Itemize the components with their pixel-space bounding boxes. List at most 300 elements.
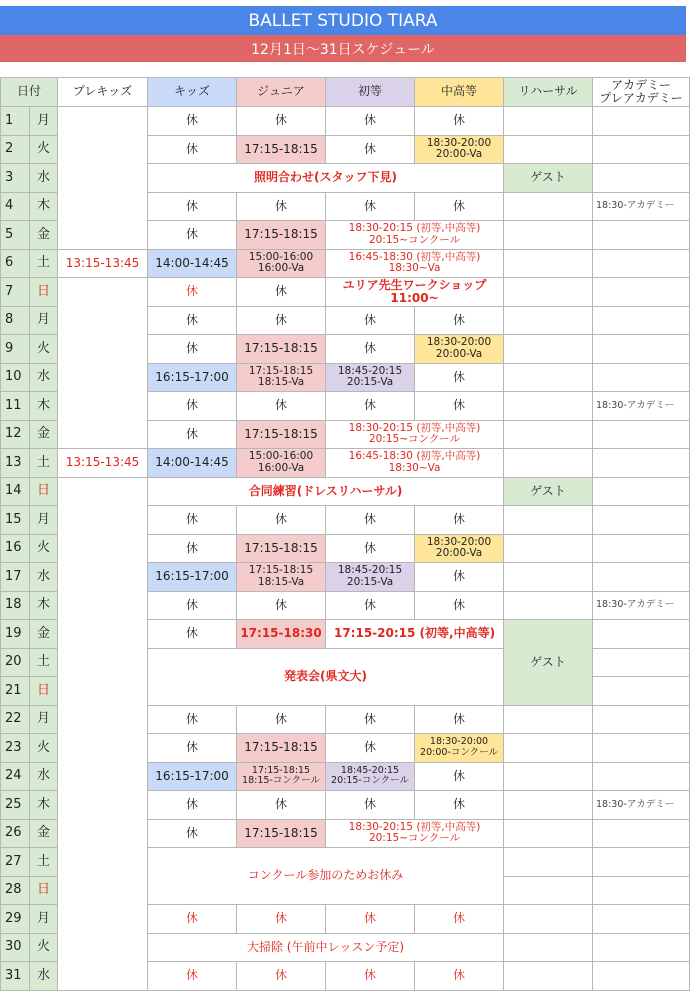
schedule-text: 休 [186,426,199,441]
empty-cell [593,933,690,962]
schedule-text: 17:15-18:15 [244,227,318,242]
day-of-week: 月 [30,506,58,535]
empty-cell [504,762,593,791]
empty-cell [593,848,690,877]
schedule-cell [148,306,237,335]
schedule-text: 休 [364,312,377,327]
schedule-cell [326,278,504,307]
schedule-cell [237,107,326,136]
schedule-text: 17:15-18:15 [248,364,314,377]
day-number: 9 [1,335,30,364]
day-of-week: 金 [30,221,58,250]
prekids-cell: 13:15-13:45 [58,249,148,278]
empty-cell [593,677,690,706]
schedule-text: 15:00-16:00 [248,250,314,263]
schedule-text: 18:30-アカデミー [596,200,675,212]
schedule-cell [326,135,415,164]
schedule-cell [415,534,504,563]
schedule-subtitle: 12月1日〜31日スケジュール [0,35,686,62]
schedule-text: 発表会(県文大) [284,668,367,683]
schedule-text: 休 [275,911,288,926]
empty-cell [504,962,593,991]
schedule-text: 18:30-アカデミー [596,599,675,611]
schedule-cell [326,306,415,335]
schedule-text: 16:45-18:30 (初等,中高等) [348,450,481,463]
schedule-text: 休 [275,398,288,413]
day-row [1,477,690,506]
schedule-text: 16:15-17:00 [155,369,229,384]
day-number: 30 [1,933,30,962]
schedule-cell [237,135,326,164]
schedule-cell [237,819,326,848]
schedule-cell [326,449,504,478]
schedule-cell [593,591,690,620]
empty-cell [593,534,690,563]
schedule-cell [148,192,237,221]
day-of-week: 土 [30,648,58,677]
day-number: 12 [1,420,30,449]
schedule-text: 20:15-Va [346,376,394,389]
empty-cell [593,135,690,164]
schedule-text: 18:45-20:15 [340,764,400,776]
empty-cell [504,563,593,592]
schedule-cell [415,791,504,820]
day-number: 4 [1,192,30,221]
day-of-week: 金 [30,620,58,649]
schedule-text: 20:00-Va [435,148,483,161]
header-kids: キッズ [148,78,237,107]
schedule-cell [326,705,415,734]
schedule-text: 18:30-20:15 (初等,中高等) [348,820,481,833]
schedule-cell [148,363,237,392]
schedule-cell [504,620,593,706]
day-of-week: 水 [30,563,58,592]
empty-cell [504,791,593,820]
schedule-text: 休 [186,141,199,156]
day-number: 14 [1,477,30,506]
empty-cell [593,734,690,763]
schedule-text: 16:00-Va [257,262,305,275]
empty-cell [504,363,593,392]
empty-cell [593,762,690,791]
day-number: 21 [1,677,30,706]
schedule-cell [326,335,415,364]
schedule-text: 20:00-コンクール [420,746,498,758]
schedule-text: 休 [364,113,377,128]
schedule-cell [237,249,326,278]
empty-cell [593,962,690,991]
empty-cell [593,705,690,734]
schedule-cell [148,107,237,136]
schedule-cell [326,420,504,449]
schedule-text: 18:30-アカデミー [596,399,675,411]
schedule-text: 休 [275,198,288,213]
schedule-text: 休 [275,968,288,983]
empty-cell [504,591,593,620]
day-number: 31 [1,962,30,991]
schedule-text: 18:30-20:00 [426,535,492,548]
schedule-cell [148,249,237,278]
schedule-text: 14:00-14:45 [155,255,229,270]
day-number: 7 [1,278,30,307]
day-of-week: 火 [30,933,58,962]
schedule-text: 休 [275,284,288,299]
day-number: 28 [1,876,30,905]
schedule-cell [326,905,415,934]
schedule-text: 20:00-Va [435,547,483,560]
empty-cell [593,477,690,506]
schedule-text: 休 [186,341,199,356]
empty-cell [593,905,690,934]
schedule-text: 休 [453,711,466,726]
schedule-cell [148,477,504,506]
schedule-cell [326,506,415,535]
schedule-text: 休 [453,398,466,413]
schedule-text: 休 [453,369,466,384]
schedule-text: 20:15~コンクール [368,233,461,246]
schedule-cell [148,620,237,649]
empty-cell [593,107,690,136]
schedule-text: 17:15-18:15 [244,341,318,356]
empty-cell [504,848,593,877]
schedule-cell [237,705,326,734]
schedule-cell [148,762,237,791]
prekids-cell [58,107,148,250]
header-academy-line2: プレアカデミー [599,91,683,105]
day-of-week: 木 [30,392,58,421]
schedule-text: 休 [364,341,377,356]
day-of-week: 火 [30,335,58,364]
schedule-text: 休 [453,597,466,612]
day-of-week: 金 [30,819,58,848]
schedule-cell [415,734,504,763]
schedule-text: ゲスト [530,170,566,185]
schedule-cell [148,221,237,250]
schedule-text: 休 [453,113,466,128]
day-row [1,107,690,136]
schedule-text: 17:15-18:15 [244,426,318,441]
schedule-text: 休 [186,597,199,612]
schedule-text: 休 [453,198,466,213]
day-of-week: 日 [30,677,58,706]
day-of-week: 木 [30,591,58,620]
schedule-cell [504,164,593,193]
schedule-text: 18:45-20:15 [337,364,403,377]
day-of-week: 水 [30,164,58,193]
schedule-cell [415,705,504,734]
schedule-cell [326,620,504,649]
empty-cell [593,278,690,307]
schedule-text: 20:00-Va [435,347,483,360]
schedule-text: 16:45-18:30 (初等,中高等) [348,250,481,263]
schedule-text: 休 [453,768,466,783]
day-of-week: 月 [30,705,58,734]
schedule-text: 18:30-20:15 (初等,中高等) [348,222,481,235]
schedule-cell [415,335,504,364]
empty-cell [504,819,593,848]
schedule-cell [593,791,690,820]
schedule-text: 照明合わせ(スタッフ下見) [254,170,397,185]
empty-cell [504,734,593,763]
schedule-cell [237,534,326,563]
empty-cell [504,192,593,221]
schedule-cell [237,791,326,820]
schedule-cell [326,962,415,991]
day-number: 1 [1,107,30,136]
day-number: 18 [1,591,30,620]
empty-cell [504,534,593,563]
day-number: 26 [1,819,30,848]
schedule-cell [415,563,504,592]
schedule-text: 18:30-20:00 [426,136,492,149]
day-number: 22 [1,705,30,734]
schedule-cell [237,506,326,535]
schedule-cell [415,392,504,421]
schedule-text: 17:15-18:15 [244,540,318,555]
day-number: 15 [1,506,30,535]
schedule-text: 休 [453,911,466,926]
schedule-cell [415,192,504,221]
schedule-text: 休 [275,597,288,612]
schedule-text: 17:15-18:15 [244,740,318,755]
empty-cell [593,620,690,649]
day-number: 24 [1,762,30,791]
schedule-cell [237,449,326,478]
schedule-text: 18:30-アカデミー [596,798,675,810]
day-number: 5 [1,221,30,250]
schedule-text: 休 [364,968,377,983]
schedule-cell [237,734,326,763]
empty-cell [504,306,593,335]
empty-cell [593,506,690,535]
schedule-text: 休 [453,797,466,812]
day-row [1,249,690,278]
day-number: 10 [1,363,30,392]
day-number: 20 [1,648,30,677]
schedule-text: 15:00-16:00 [248,450,314,463]
schedule-text: 休 [453,968,466,983]
schedule-cell [148,392,237,421]
schedule-text: 18:30~Va [388,262,441,275]
header-date: 日付 [1,78,58,107]
schedule-text: 17:15-18:15 [244,141,318,156]
schedule-cell [415,905,504,934]
schedule-cell [237,335,326,364]
schedule-cell [326,221,504,250]
schedule-text: 休 [364,198,377,213]
schedule-cell [326,392,415,421]
empty-cell [504,278,593,307]
schedule-cell [148,335,237,364]
day-of-week: 木 [30,791,58,820]
day-row [1,278,690,307]
day-number: 13 [1,449,30,478]
day-number: 29 [1,905,30,934]
schedule-text: 18:30-20:00 [429,736,489,748]
schedule-cell [148,164,504,193]
schedule-cell [148,648,504,705]
empty-cell [504,705,593,734]
day-of-week: 水 [30,363,58,392]
schedule-text: 休 [275,512,288,527]
schedule-text: 休 [186,911,199,926]
schedule-cell [237,392,326,421]
day-number: 3 [1,164,30,193]
day-of-week: 土 [30,249,58,278]
schedule-text: 休 [453,569,466,584]
day-number: 19 [1,620,30,649]
schedule-cell [237,363,326,392]
header-rehearsal: リハーサル [504,78,593,107]
schedule-text: 16:15-17:00 [155,768,229,783]
schedule-text: 16:15-17:00 [155,569,229,584]
day-of-week: 水 [30,762,58,791]
schedule-text: 休 [186,540,199,555]
schedule-cell [237,192,326,221]
schedule-text: 休 [453,512,466,527]
schedule-text: 20:15-Va [346,575,394,588]
schedule-text: 休 [186,398,199,413]
day-of-week: 土 [30,449,58,478]
schedule-text: 休 [186,198,199,213]
header-row [1,78,690,107]
schedule-text: 休 [275,113,288,128]
schedule-cell [326,192,415,221]
day-of-week: 日 [30,876,58,905]
day-row [1,449,690,478]
schedule-text: 休 [186,113,199,128]
schedule-text: 17:15-18:15 [248,564,314,577]
schedule-text: 18:15-Va [257,575,305,588]
empty-cell [593,648,690,677]
schedule-text: 大掃除 (午前中レッスン予定) [246,939,405,954]
day-number: 6 [1,249,30,278]
day-number: 25 [1,791,30,820]
empty-cell [504,506,593,535]
empty-cell [593,449,690,478]
schedule-text: 18:30-20:15 (初等,中高等) [348,421,481,434]
schedule-cell [237,221,326,250]
day-of-week: 月 [30,107,58,136]
schedule-cell [237,905,326,934]
schedule-cell [415,591,504,620]
day-number: 11 [1,392,30,421]
schedule-text: 休 [186,227,199,242]
schedule-cell [148,506,237,535]
day-of-week: 日 [30,278,58,307]
schedule-cell [593,192,690,221]
empty-cell [593,164,690,193]
empty-cell [504,905,593,934]
schedule-text: 20:15~コンクール [368,832,461,845]
schedule-text: 14:00-14:45 [155,455,229,470]
schedule-text: 17:15-18:15 [251,764,311,776]
schedule-text: 休 [453,312,466,327]
schedule-cell [415,135,504,164]
schedule-text: 休 [364,512,377,527]
day-number: 8 [1,306,30,335]
schedule-cell [237,278,326,307]
header-chukoto: 中高等 [415,78,504,107]
empty-cell [504,449,593,478]
schedule-text: 休 [186,740,199,755]
schedule-cell [326,762,415,791]
empty-cell [593,876,690,905]
schedule-text: 17:15-18:15 [244,825,318,840]
empty-cell [504,876,593,905]
empty-cell [593,363,690,392]
schedule-text: 休 [364,711,377,726]
schedule-cell [148,135,237,164]
schedule-text: 休 [364,398,377,413]
schedule-cell [237,591,326,620]
schedule-cell [415,107,504,136]
schedule-cell [237,563,326,592]
schedule-text: 休 [186,312,199,327]
day-number: 27 [1,848,30,877]
prekids-cell [58,278,148,449]
schedule-cell [593,392,690,421]
schedule-cell [326,107,415,136]
empty-cell [504,392,593,421]
day-number: 17 [1,563,30,592]
schedule-text: 休 [364,597,377,612]
schedule-cell [504,477,593,506]
schedule-cell [326,363,415,392]
schedule-text: 休 [364,797,377,812]
schedule-cell [148,705,237,734]
schedule-text: 18:30-20:00 [426,336,492,349]
schedule-text: 16:00-Va [257,461,305,474]
empty-cell [593,249,690,278]
empty-cell [593,563,690,592]
day-of-week: 火 [30,734,58,763]
schedule-text: 休 [364,141,377,156]
header-prekids: プレキッズ [58,78,148,107]
schedule-cell [148,933,504,962]
schedule-text: 17:15-20:15 (初等,中高等) [333,626,496,641]
schedule-cell [326,791,415,820]
empty-cell [593,420,690,449]
schedule-text: 休 [186,797,199,812]
schedule-cell [148,791,237,820]
prekids-cell [58,477,148,990]
schedule-text: 休 [275,711,288,726]
schedule-cell [326,534,415,563]
schedule-text: ゲスト [530,483,566,498]
schedule-cell [237,762,326,791]
schedule-text: 20:15~コンクール [368,433,461,446]
schedule-cell [326,734,415,763]
schedule-cell [148,848,504,905]
schedule-text: 休 [275,797,288,812]
day-of-week: 月 [30,306,58,335]
schedule-text: 休 [186,711,199,726]
day-of-week: 日 [30,477,58,506]
day-of-week: 火 [30,534,58,563]
schedule-text: 17:15-18:30 [240,626,322,641]
empty-cell [504,107,593,136]
empty-cell [504,249,593,278]
schedule-cell [415,962,504,991]
schedule-cell [148,449,237,478]
day-of-week: 月 [30,905,58,934]
schedule-text: ゲスト [530,654,566,669]
schedule-cell [326,819,504,848]
schedule-cell [415,762,504,791]
schedule-text: ユリア先生ワークショップ 11:00~ [342,277,487,305]
empty-cell [593,221,690,250]
